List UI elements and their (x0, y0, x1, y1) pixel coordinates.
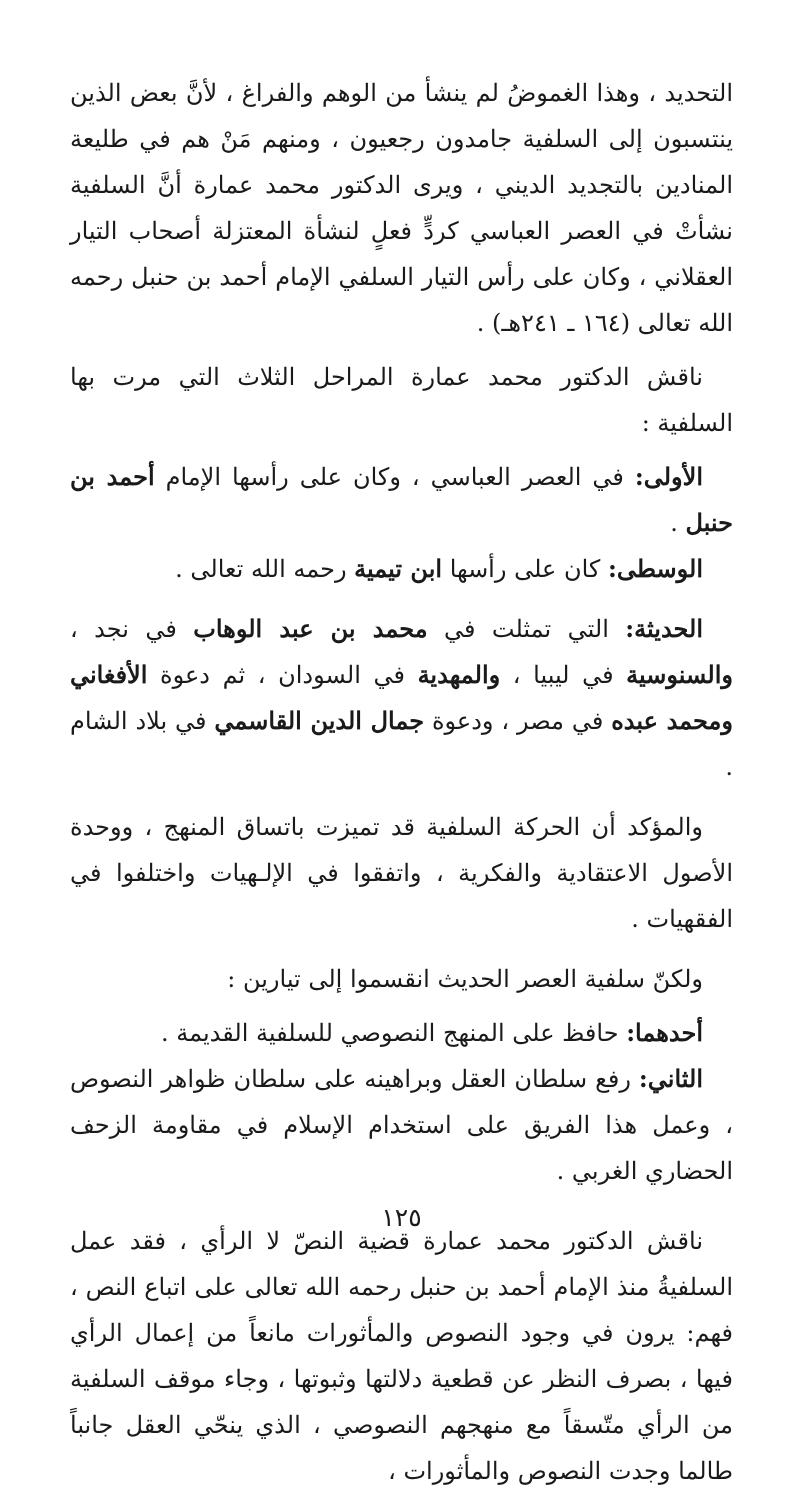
stage-modern-text-f: في بلاد الشام . (70, 707, 733, 781)
stage-first (70, 454, 733, 546)
stage-middle-name: ابن تيمية (354, 554, 443, 583)
paragraph-consistency: والمؤكد أن الحركة السلفية قد تميزت باتساق المنهج ، ووحدة الأصول الاعتقادية والفكرية ، واتفقوا في الإلـهيات واختلفوا في الفقهيات . (70, 813, 733, 933)
current-second-text: رفع سلطان العقل وبراهينه على سلطان ظواهر النصوص ، وعمل هذا الفريق على استخدام الإسلام في مقاومة الزحف الحضاري الغربي . (70, 1065, 733, 1185)
paragraph-stages-intro: ناقش الدكتور محمد عمارة المراحل الثلاث التي مرت بها السلفية : (70, 363, 733, 437)
stage-first-end: . (670, 509, 686, 537)
stage-middle-end: رحمه الله تعالى . (175, 555, 355, 583)
stage-modern-label: الحديثة: (625, 614, 704, 643)
stage-first-text: في العصر العباسي ، وكان على رأسها الإمام (154, 463, 635, 491)
paragraph-two-currents: ولكنّ سلفية العصر الحديث انقسموا إلى تيارين : (227, 965, 703, 993)
current-first-text: حافظ على المنهج النصوصي للسلفية القديمة . (161, 1019, 627, 1047)
paragraph-text-vs-opinion: ناقش الدكتور محمد عمارة قضية النصّ لا الرأي ، فقد عمل السلفيةُ منذ الإمام أحمد بن حنبل رحمه الله تعالى على اتباع النص ، فهم: يرون في وجود النصوص والمأثورات مانعاً من إعمال الرأي فيها ، بصرف النظر عن قطعية دلالتها وثبوتها ، وجاء موقف السلفية من الرأي متّسقاً مع منهجهم النصوصي ، الذي ينحّي العقل جانباً طالما وجدت النصوص والمأثورات ، (70, 1227, 733, 1485)
stage-modern-name-c: والمهدية (417, 660, 501, 689)
paragraph-intro: التحديد ، وهذا الغموضُ لم ينشأ من الوهم والفراغ ، لأنَّ بعض الذين ينتسبون إلى السلفية جامدون رجعيون ، ومنهم مَنْ هم في طليعة المنادين بالتجديد الديني ، ويرى الدكتور محمد عمارة أنَّ السلفية نشأتْ في العصر العباسي كردٍّ فعلٍ لنشأة المعتزلة أصحاب التيار العقلاني ، وكان على رأس التيار السلفي الإمام أحمد بن حنبل رحمه الله تعالى (١٦٤ ـ ٢٤١هـ) . (70, 79, 733, 337)
stage-modern-text-c: في ليبيا ، (500, 661, 627, 689)
stage-middle (70, 546, 733, 592)
current-second-label: الثاني: (638, 1064, 703, 1093)
stage-modern-text-b: في نجد ، (70, 615, 194, 643)
stage-modern-text-a: التي تمثلت في (427, 615, 626, 643)
current-first (70, 1010, 733, 1056)
stage-modern-name-b: والسنوسية (626, 660, 733, 689)
stage-modern-name-d: الأفغاني ومحمد عبده (70, 660, 733, 735)
stage-modern-name-e: جمال الدين القاسمي (214, 706, 425, 735)
stage-modern (70, 606, 733, 790)
stage-modern-text-e: في مصر ، ودعوة (424, 707, 612, 735)
stage-first-label: الأولى: (634, 462, 703, 491)
stage-first-name: أحمد بن حنبل (70, 462, 733, 537)
current-second (70, 1056, 733, 1194)
stage-middle-text: كان على رأسها (442, 555, 608, 583)
stage-modern-text-d: في السودان ، ثم دعوة (147, 661, 418, 689)
page-body (70, 70, 733, 1494)
stage-middle-label: الوسطى: (607, 554, 703, 583)
current-first-label: أحدهما: (626, 1018, 703, 1047)
page-number: ١٢٥ (381, 1203, 422, 1232)
stage-modern-name-a: محمد بن عبد الوهاب (193, 614, 428, 643)
